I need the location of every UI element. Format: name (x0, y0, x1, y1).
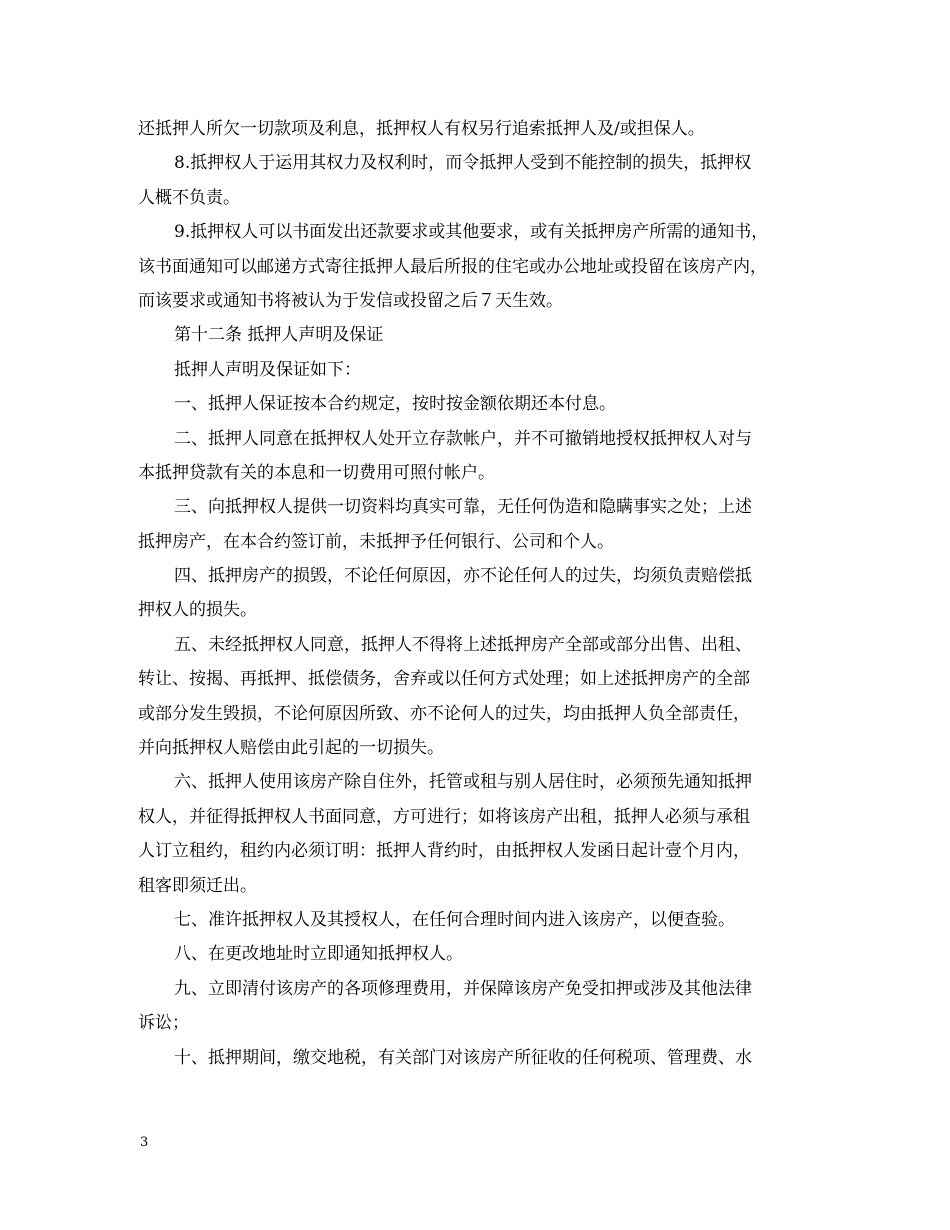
text-line: 六、抵押人使用该房产除自住外，托管或租与别人居住时，必须预先通知抵押 (174, 772, 752, 793)
text-line: 抵押房产，在本合约签订前，未抵押予任何银行、公司和个人。 (138, 531, 614, 552)
text-line: 五、未经抵押权人同意，抵押人不得将上述抵押房产全部或部分出售、出租、 (174, 634, 752, 655)
page-number: 3 (140, 1135, 149, 1150)
text-line: 押权人的损失。 (138, 600, 257, 621)
text-line: 本抵押贷款有关的本息和一切费用可照付帐户。 (138, 462, 495, 483)
text-line: 抵押人声明及保证如下： (174, 359, 361, 380)
text-line: 并向抵押权人赔偿由此引起的一切损失。 (138, 738, 444, 759)
text-line: 还抵押人所欠一切款项及利息，抵押权人有权另行追索抵押人及/或担保人。 (138, 119, 705, 139)
text-line: 一、抵押人保证按本合约规定，按时按金额依期还本付息。 (174, 394, 616, 415)
text-line: 十、抵押期间，缴交地税，有关部门对该房产所征收的任何税项、管理费、水 (174, 1047, 752, 1068)
text-line: 9.抵押权人可以书面发出还款要求或其他要求，或有关抵押房产所需的通知书， (174, 222, 769, 243)
text-line: 二、抵押人同意在抵押权人处开立存款帐户，并不可撤销地授权抵押权人对与 (174, 428, 752, 449)
text-line: 或部分发生毁损，不论何原因所致、亦不论何人的过失，均由抵押人负全部责任， (138, 703, 750, 724)
text-line: 转让、按揭、再抵押、抵偿债务，舍弃或以任何方式处理；如上述抵押房产的全部 (138, 669, 750, 690)
text-line: 九、立即清付该房产的各项修理费用，并保障该房产免受扣押或涉及其他法律 (174, 978, 752, 999)
text-line: 人订立租约，租约内必须订明：抵押人背约时，由抵押权人发函日起计壹个月内， (138, 841, 750, 862)
section-heading: 第十二条 抵押人声明及保证 (174, 325, 384, 346)
text-line: 权人，并征得抵押权人书面同意，方可进行；如将该房产出租，抵押人必须与承租 (138, 806, 750, 827)
text-line: 七、准许抵押权人及其授权人，在任何合理时间内进入该房产，以便查验。 (174, 909, 735, 930)
text-line: 人概不负责。 (138, 187, 240, 208)
text-line: 诉讼； (138, 1013, 189, 1034)
text-line: 三、向抵押权人提供一切资料均真实可靠，无任何伪造和隐瞒事实之处；上述 (174, 497, 752, 518)
text-line: 8.抵押权人于运用其权力及权利时，而令抵押人受到不能控制的损失，抵押权 (174, 153, 752, 174)
text-line: 四、抵押房产的损毁，不论任何原因，亦不论任何人的过失，均须负责赔偿抵 (174, 566, 752, 587)
text-line: 八、在更改地址时立即通知抵押权人。 (174, 944, 463, 965)
text-line: 而该要求或通知书将被认为于发信或投留之后７天生效。 (138, 290, 563, 311)
text-line: 租客即须迁出。 (138, 875, 257, 896)
document-body (138, 112, 828, 1075)
text-line: 该书面通知可以邮递方式寄往抵押人最后所报的住宅或办公地址或投留在该房产内， (138, 256, 767, 277)
